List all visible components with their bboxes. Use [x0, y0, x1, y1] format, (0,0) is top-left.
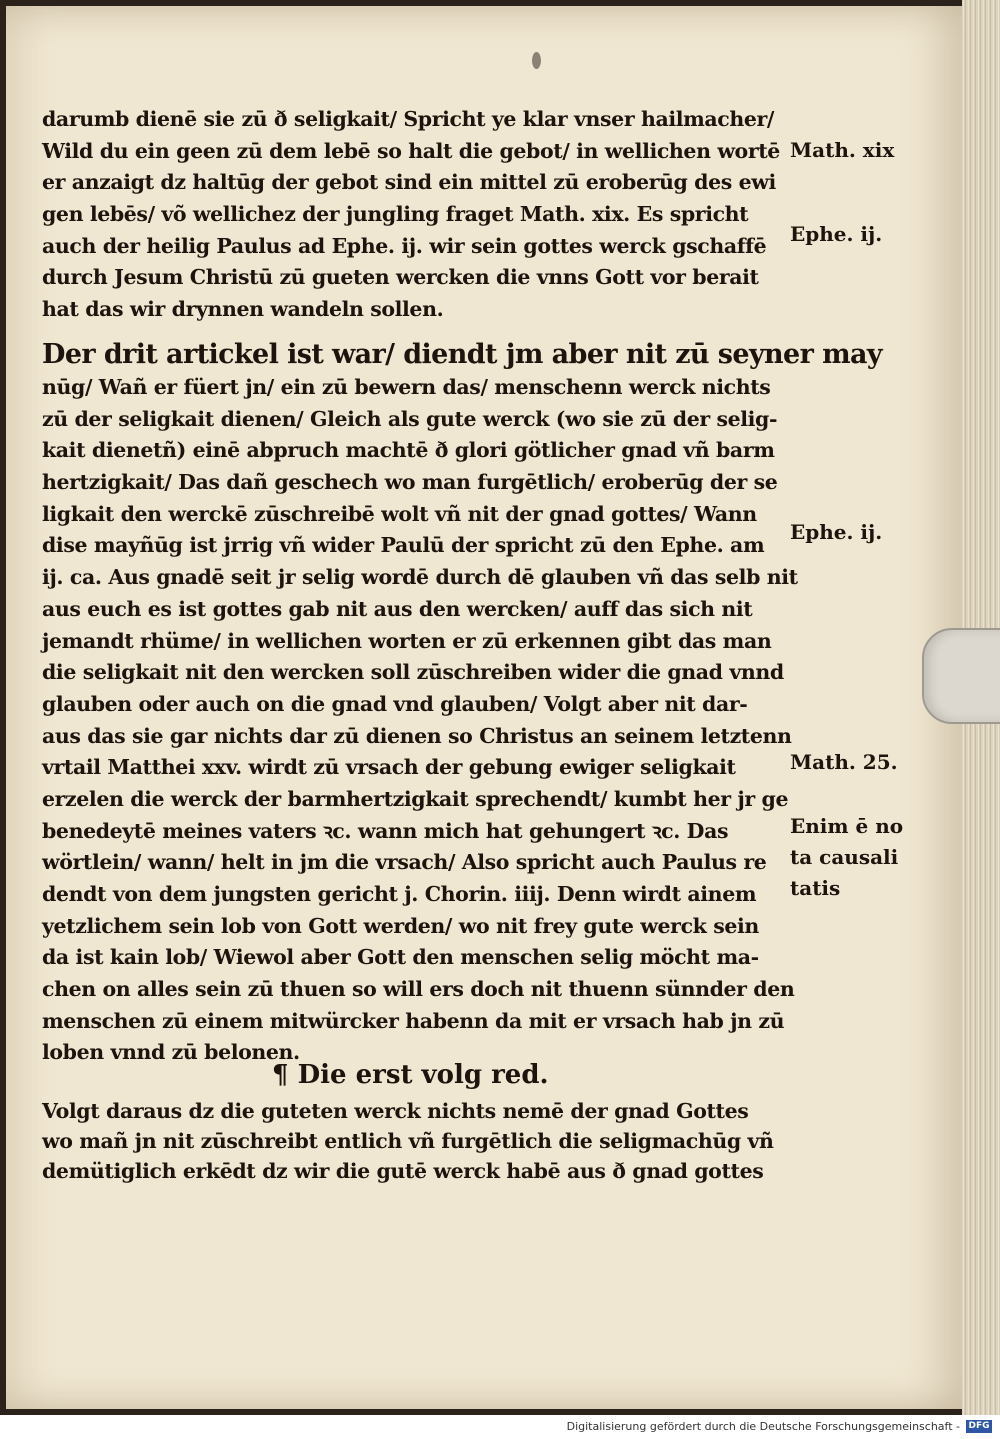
margin-note: ta causali: [790, 845, 899, 869]
paragraph-1: [42, 104, 780, 326]
paragraph-2: [42, 338, 882, 1069]
text-line: chen on alles sein zū thuen so will ers doch nit thuenn sünnder den: [42, 977, 795, 1002]
text-line: wörtlein/ wann/ helt in jm die vrsach/ Also spricht auch Paulus re: [42, 850, 767, 875]
margin-note: tatis: [790, 876, 841, 900]
text-line: demütiglich erkēdt dz wir die gutē werck habē aus ð gnad gottes: [42, 1159, 764, 1183]
text-line: yetzlichem sein lob von Gott werden/ wo nit frey gute werck sein: [42, 913, 759, 938]
text-line: erzelen die werck der barmhertzigkait sprechendt/ kumbt her jr ge: [42, 786, 789, 811]
text-line: dendt von dem jungsten gericht j. Chorin. iiij. Denn wirdt ainem: [42, 882, 757, 906]
section-heading: ¶ Die erst volg red.: [272, 1060, 549, 1090]
funding-credit: Digitalisierung gefördert durch die Deutsche Forschungsgemeinschaft -: [566, 1420, 960, 1433]
text-line: darumb dienē sie zū ð seligkait/ Spricht ye klar vnser hailmacher/: [42, 107, 775, 131]
text-line: gen lebēs/ võ wellichez der jungling fraget Math. xix. Es spricht: [42, 202, 749, 227]
text-line: Der drit artickel ist war/ diendt jm aber nit zū seyner may: [42, 339, 883, 370]
text-line: wo mañ jn nit zūschreibt entlich vñ furgētlich die seligmachūg vñ: [42, 1129, 774, 1153]
margin-note: Ephe. ij.: [790, 222, 883, 246]
footer-bar: [0, 1415, 1000, 1439]
text-line: hat das wir drynnen wandeln sollen.: [42, 297, 444, 322]
page-clip-marker: [922, 628, 1000, 724]
text-line: aus euch es ist gottes gab nit aus den wercken/ auff das sich nit: [42, 596, 753, 621]
text-line: dise mayñūg ist jrrig vñ wider Paulū der spricht zū den Ephe. am: [42, 533, 765, 558]
margin-note: Enim ē no: [790, 814, 904, 838]
text-line: durch Jesum Christū zū gueten wercken die vnns Gott vor berait: [42, 265, 759, 290]
text-line: zū der seligkait dienen/ Gleich als gute werck (wo sie zū der selig-: [42, 406, 778, 431]
paragraph-3: [42, 1096, 774, 1186]
text-line: glauben oder auch on die gnad vnd glauben/ Volgt aber nit dar-: [42, 691, 748, 716]
margin-note: Math. xix: [790, 138, 895, 162]
text-line: ij. ca. Aus gnadē seit jr selig wordē durch dē glauben vñ das selb nit: [42, 565, 798, 590]
text-line: da ist kain lob/ Wiewol aber Gott den menschen selig möcht ma-: [42, 945, 759, 970]
text-line: er anzaigt dz haltūg der gebot sind ein mittel zū eroberūg des ewi: [42, 170, 776, 195]
text-line: nūg/ Wañ er füert jn/ ein zū bewern das/ menschenn werck nichts: [42, 375, 771, 399]
text-line: aus das sie gar nichts dar zū dienen so Christus an seinem letztenn: [42, 723, 792, 748]
margin-note: Ephe. ij.: [790, 520, 883, 544]
text-line: Volgt daraus dz die guteten werck nichts nemē der gnad Gottes: [42, 1099, 749, 1123]
text-line: menschen zū einem mitwürcker habenn da mit er vrsach hab jn zū: [42, 1008, 785, 1033]
text-line: ligkait den werckē zūschreibē wolt vñ nit der gnad gottes/ Wann: [42, 501, 757, 526]
dfg-logo: DFG: [966, 1420, 992, 1433]
margin-note: Math. 25.: [790, 750, 898, 774]
text-line: hertzigkait/ Das dañ geschech wo man furgētlich/ eroberūg der se: [42, 470, 778, 495]
text-line: jemandt rhüme/ in wellichen worten er zū erkennen gibt das man: [42, 628, 772, 653]
text-line: auch der heilig Paulus ad Ephe. ij. wir sein gottes werck gschaffē: [42, 233, 767, 258]
text-line: vrtail Matthei xxv. wirdt zū vrsach der gebung ewiger seligkait: [42, 755, 736, 780]
text-line: benedeytē meines vaters ꝛc. wann mich hat gehungert ꝛc. Das: [42, 818, 729, 843]
text-line: Wild du ein geen zū dem lebē so halt die gebot/ in wellichen wortē: [42, 138, 780, 163]
text-line: kait dienetñ) einē abpruch machtē ð glori götlicher gnad vñ barm: [42, 438, 775, 463]
signature-mark: [532, 52, 541, 69]
text-line: die seligkait nit den wercken soll zūschreiben wider die gnad vnnd: [42, 660, 784, 685]
text-line: loben vnnd zū belonen.: [42, 1040, 300, 1065]
